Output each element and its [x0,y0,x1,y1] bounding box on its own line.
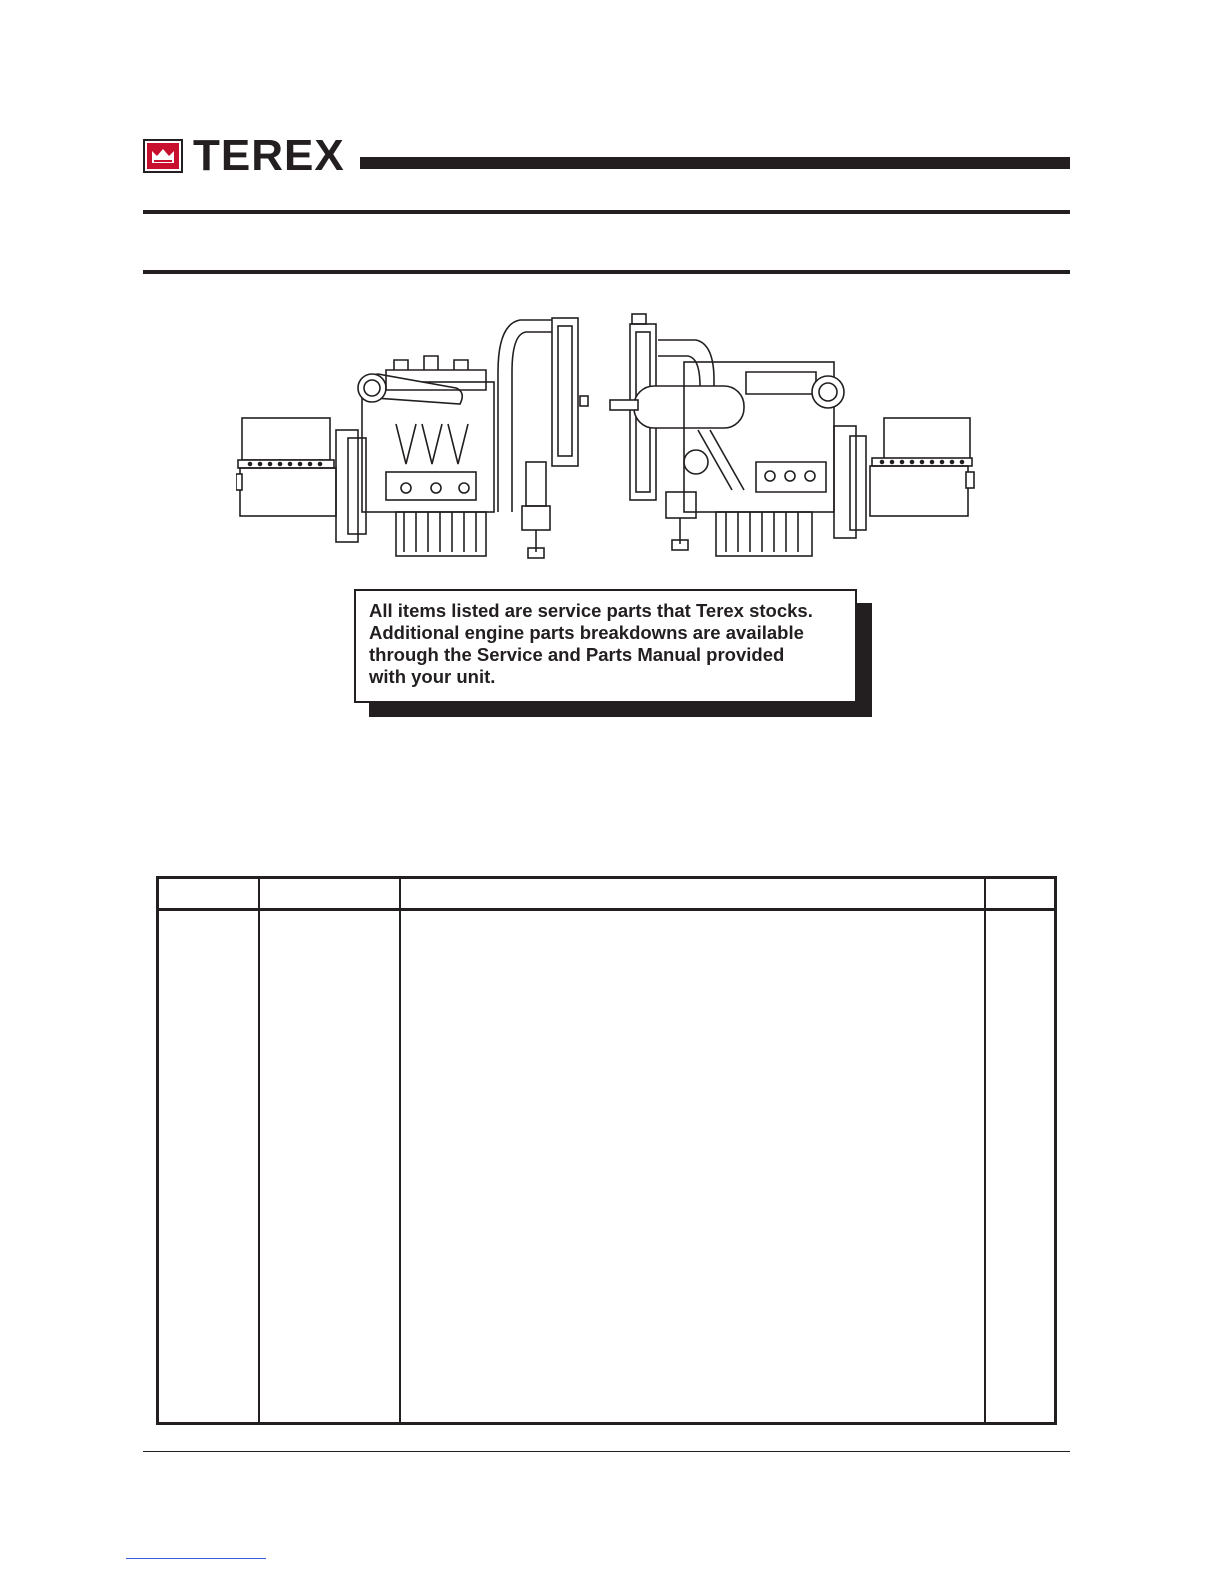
engine-left-view-illustration [236,312,608,568]
footer-link-underline[interactable] [126,1558,266,1559]
terex-crown-logo-icon [143,139,183,173]
table-column-divider [984,879,986,1422]
service-parts-notice [354,589,857,703]
title-rule-bottom [143,270,1070,274]
table-column-divider [258,879,260,1422]
table-column-divider [399,879,401,1422]
notice-line-3: through the Service and Parts Manual provided [369,644,785,665]
engine-right-view-illustration [606,312,978,568]
brand-name: TEREX [193,131,345,180]
notice-line-4: with your unit. [369,666,496,687]
title-rule-top [143,210,1070,214]
footer-rule [143,1451,1070,1452]
parts-table [156,876,1057,1425]
header-bar [360,157,1070,169]
notice-line-2: Additional engine parts breakdowns are available [369,622,804,643]
table-header-divider [159,908,1054,911]
notice-line-1: All items listed are service parts that Terex stocks. [369,600,813,621]
